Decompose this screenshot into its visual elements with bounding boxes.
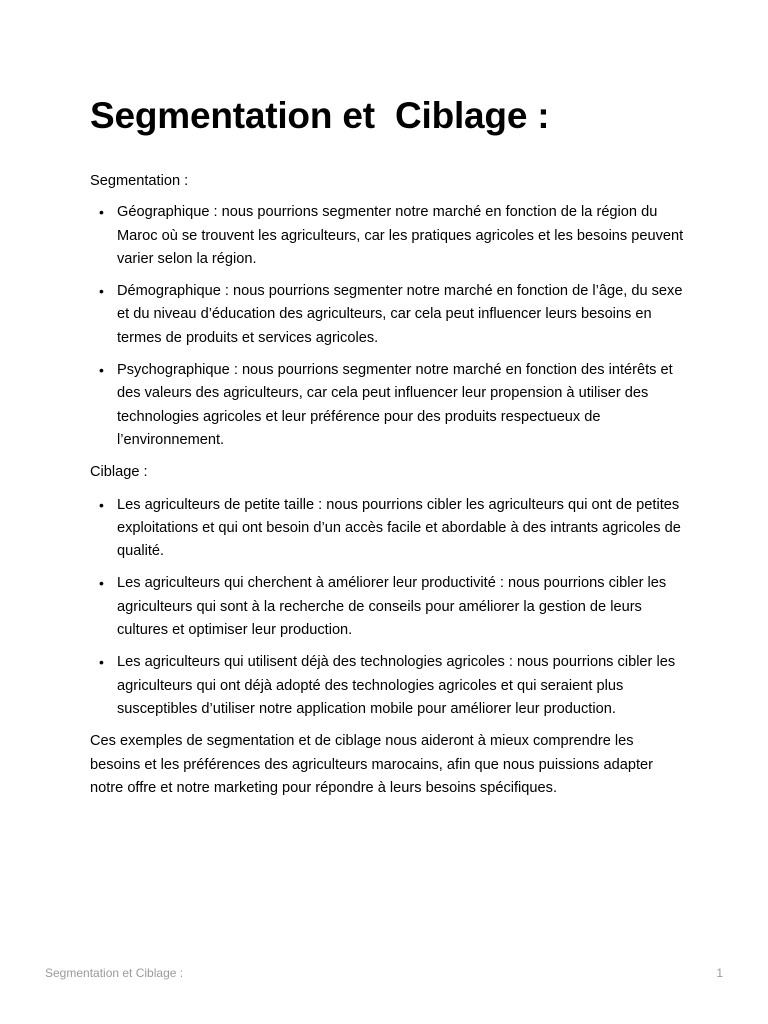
document-page xyxy=(90,92,686,800)
list-item-text: Les agriculteurs qui utilisent déjà des technologies agricoles : nous pourrions cibler les agriculteurs qui ont déjà adopté des technologies agricoles et qui seraient plus susceptibles d’utiliser notre application mobile pour améliorer leur production. xyxy=(117,654,676,717)
list-item-productivite xyxy=(90,572,686,642)
page-number: 1 xyxy=(716,966,723,980)
list-item-technologies xyxy=(90,651,686,721)
list-item-petite-taille xyxy=(90,494,686,564)
list-item-text: Les agriculteurs de petite taille : nous pourrions cibler les agriculteurs qui ont de petites exploitations et qui ont besoin d’un accès facile et abordable à des intrants agricoles de qualité. xyxy=(117,496,681,560)
list-item-geographique xyxy=(90,201,686,271)
ciblage-heading: Ciblage : xyxy=(90,464,148,481)
list-item-text: Les agriculteurs qui cherchent à améliorer leur productivité : nous pourrions cibler les agriculteurs qui sont à la recherche de conseils pour améliorer la gestion de leurs cultures et optimiser leur production. xyxy=(117,575,667,639)
list-item-demographique xyxy=(90,280,686,350)
bullet-icon: • xyxy=(99,283,104,300)
list-item-text: Démographique : nous pourrions segmenter notre marché en fonction de l’âge, du sexe et du niveau d’éducation des agriculteurs, car cela peut influencer leurs besoins en termes de produits et services agricoles. xyxy=(117,283,683,346)
footer-title: Segmentation et Ciblage : xyxy=(45,966,184,980)
conclusion-paragraph: Ces exemples de segmentation et de ciblage nous aideront à mieux comprendre les besoins et les préférences des agriculteurs marocains, afin que nous puissions adapter notre offre et notre marketing pour répondre à leurs besoins spécifiques. xyxy=(90,733,653,796)
segmentation-list xyxy=(90,201,686,452)
list-item-psychographique xyxy=(90,359,686,452)
bullet-icon: • xyxy=(99,362,104,379)
list-item-text: Géographique : nous pourrions segmenter notre marché en fonction de la région du Maroc où se trouvent les agriculteurs, car les pratiques agricoles et les besoins peuvent varier selon la région. xyxy=(117,204,684,267)
segmentation-heading: Segmentation : xyxy=(90,173,189,189)
page-title: Segmentation et Ciblage : xyxy=(90,95,550,136)
bullet-icon: • xyxy=(99,654,104,671)
ciblage-list xyxy=(90,494,686,722)
list-item-text: Psychographique : nous pourrions segmenter notre marché en fonction des intérêts et des valeurs des agriculteurs, car cela peut influencer leur propension à utiliser des technologies agricoles et leur préférence pour des produits respectueux de l’environnement. xyxy=(117,362,673,448)
bullet-icon: • xyxy=(99,575,104,592)
bullet-icon: • xyxy=(99,496,104,513)
bullet-icon: • xyxy=(99,204,104,221)
